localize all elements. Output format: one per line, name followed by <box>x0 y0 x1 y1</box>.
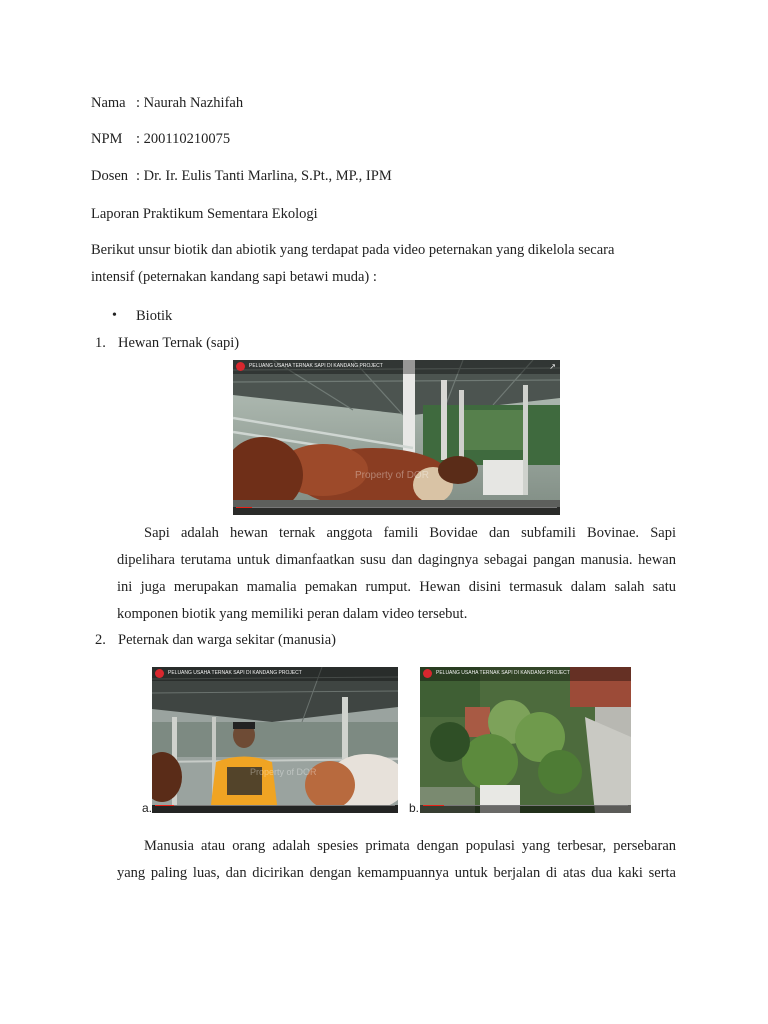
video-frame-aerial[interactable] <box>420 667 631 813</box>
item-1-title: Hewan Ternak (sapi) <box>118 335 240 351</box>
video-controls[interactable] <box>152 805 398 813</box>
video-title: PELUANG USAHA TERNAK SAPI DI KANDANG PROJECT <box>168 670 302 676</box>
video-title: PELUANG USAHA TERNAK SAPI DI KANDANG PROJECT <box>249 363 383 369</box>
watermark: Property of DOR <box>250 767 317 777</box>
video-title: PELUANG USAHA TERNAK SAPI DI KANDANG PROJECT <box>436 670 570 676</box>
channel-logo <box>423 669 432 678</box>
dosen-label: Dosen <box>91 168 129 184</box>
video-controls[interactable] <box>233 507 560 515</box>
caption-b: b. <box>409 801 420 815</box>
name-label: Nama <box>91 95 126 111</box>
item-2-number: 2. <box>95 632 106 648</box>
progress-fill <box>423 805 444 806</box>
dosen-line <box>91 169 392 184</box>
video-progress[interactable] <box>236 507 557 508</box>
npm-line <box>91 132 230 147</box>
video-controls[interactable] <box>420 805 631 813</box>
para1-line-4: komponen biotik yang memiliki peran dalam video tersebut. <box>117 606 468 622</box>
para1-line-3: ini juga merupakan mamalia pemakan rumput. Hewan disini termasuk dalam salah satu <box>117 579 676 595</box>
item-2-title: Peternak dan warga sekitar (manusia) <box>118 632 336 648</box>
person-barn-image <box>152 667 398 813</box>
video-frame-cattle[interactable] <box>233 360 560 515</box>
para2-line-1: Manusia atau orang adalah spesies primata dengan populasi yang terbesar, persebaran <box>144 838 676 854</box>
dosen-value: : Dr. Ir. Eulis Tanti Marlina, S.Pt., MP., IPM <box>136 168 392 184</box>
cattle-barn-image <box>233 360 560 515</box>
npm-label: NPM <box>91 131 123 147</box>
caption-a: a. <box>142 801 153 815</box>
progress-fill <box>155 805 174 806</box>
name-line <box>91 96 243 111</box>
name-value: : Naurah Nazhifah <box>136 95 244 111</box>
intro-line-1: Berikut unsur biotik dan abiotik yang terdapat pada video peternakan yang dikelola secara <box>91 242 615 258</box>
aerial-garden-image <box>420 667 631 813</box>
share-icon[interactable]: ↗ <box>549 362 556 371</box>
channel-logo <box>155 669 164 678</box>
para1-line-2: dipelihara terutama untuk dimanfaatkan susu dan dagingnya sebagai pangan manusia. hewan <box>117 552 676 568</box>
report-title: Laporan Praktikum Sementara Ekologi <box>91 206 318 222</box>
video-frame-person[interactable] <box>152 667 398 813</box>
channel-logo <box>236 362 245 371</box>
watermark: Property of DOR <box>355 470 429 481</box>
video-progress[interactable] <box>155 805 395 806</box>
video-progress[interactable] <box>423 805 628 806</box>
item-1-number: 1. <box>95 335 106 351</box>
para1-line-1: Sapi adalah hewan ternak anggota famili Bovidae dan subfamili Bovinae. Sapi <box>144 525 676 541</box>
progress-fill <box>236 507 252 508</box>
para2-line-2: yang paling luas, dan dicirikan dengan kemampuannya untuk berjalan di atas dua kaki serta <box>117 865 676 881</box>
intro-line-2: intensif (peternakan kandang sapi betawi muda) : <box>91 269 377 285</box>
bullet-dot: • <box>112 308 117 323</box>
section-title: Biotik <box>136 308 173 324</box>
npm-value: : 200110210075 <box>136 131 231 147</box>
